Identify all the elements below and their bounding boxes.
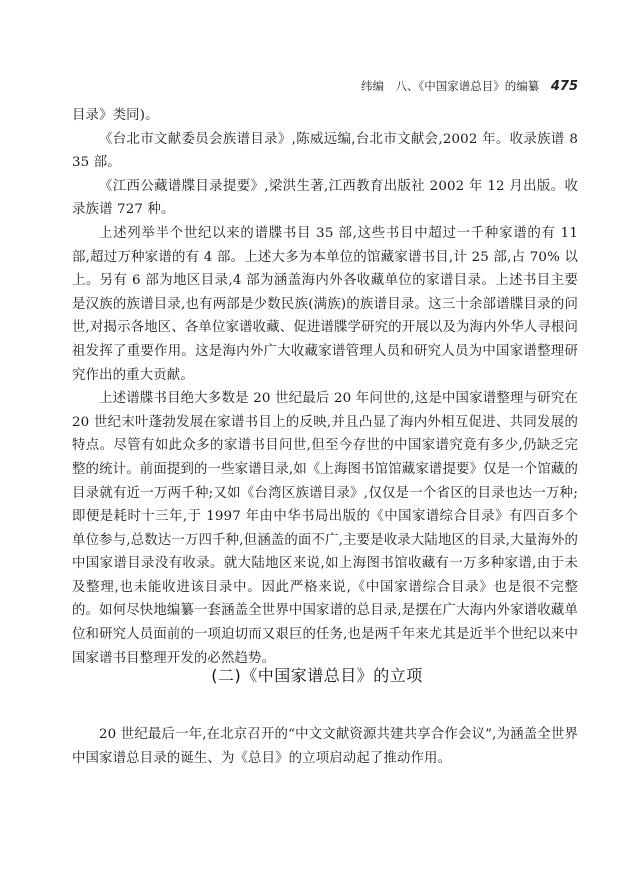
paragraph: 目录》类同)。 (72, 108, 159, 123)
paragraph: 20 世纪最后一年,在北京召开的“中文文献资源共建共享合作会议”,为涵盖全世界中国家谱总目录的诞生、为《总目》的立项启动起了推动作用。 (72, 727, 578, 766)
body-text (72, 104, 578, 670)
running-header (300, 77, 578, 95)
paragraph: 上述列举半个世纪以来的谱牒书目 35 部,这些书目中超过一千种家谱的有 11 部,超过万种家谱的有 4 部。上述大多为本单位的馆藏家谱书目,计 25 部,占 70% 以上。另有 6 部为地区目录,4 部为涵盖海内外各收藏单位的家谱目录。上述书目主要是汉族的族谱目录,也有两部是少数民族(满族)的族谱目录。这三十余部谱牒目录的问世,对揭示各地区、各单位家谱收藏、促进谱牒学研究的开展以及为海内外华人寻根问祖发挥了重要作用。这是海内外广大收藏家谱管理人员和研究人员为中国家谱整理研究作出的重大贡献。 (72, 225, 578, 383)
running-head-title: 纬编 八、《中国家谱总目》的编纂 (360, 79, 540, 93)
section-body (72, 723, 578, 770)
paragraph: 上述谱牒书目绝大多数是 20 世纪最后 20 年问世的,这是中国家谱整理与研究在 20 世纪末叶蓬勃发展在家谱书目上的反映,并且凸显了海内外相互促进、共同发展的特点。尽管有如此众多的家谱书目问世,但至今存世的中国家谱究竟有多少,仍缺乏完整的统计。前面提到的一些家谱目录,如《上海图书馆馆藏家谱提要》仅是一个馆藏的目录就有近一万两千种;又如《台湾区族谱目录》,仅仅是一个省区的目录也达一万种;即便是耗时十三年,于 1997 年由中华书局出版的《中国家谱综合目录》有四百多个单位参与,总数达一万四千种,但涵盖的面不广,主要是收录大陆地区的目录,大量海外的中国家谱目录没有收录。就大陆地区来说,如上海图书馆收藏有一万多种家谱,由于未及整理,也未能收进该目录中。因此严格来说,《中国家谱综合目录》也是很不完整的。如何尽快地编纂一套涵盖全世界中国家谱的总目录,是摆在广大海内外家谱收藏单位和研究人员面前的一项迫切而又艰巨的任务,也是两千年来尤其是近半个世纪以来中国家谱书目整理开发的必然趋势。 (72, 391, 578, 666)
section-heading: (二)《中国家谱总目》的立项 (211, 666, 423, 685)
paragraph: 《台北市文献委员会族谱目录》,陈威远编,台北市文献会,2002 年。收录族谱 835 部。 (72, 131, 578, 171)
page-number: 475 (550, 79, 578, 94)
paragraph: 《江西公藏谱牒目录提要》,梁洪生著,江西教育出版社 2002 年 12 月出版。收录族谱 727 种。 (72, 178, 578, 218)
